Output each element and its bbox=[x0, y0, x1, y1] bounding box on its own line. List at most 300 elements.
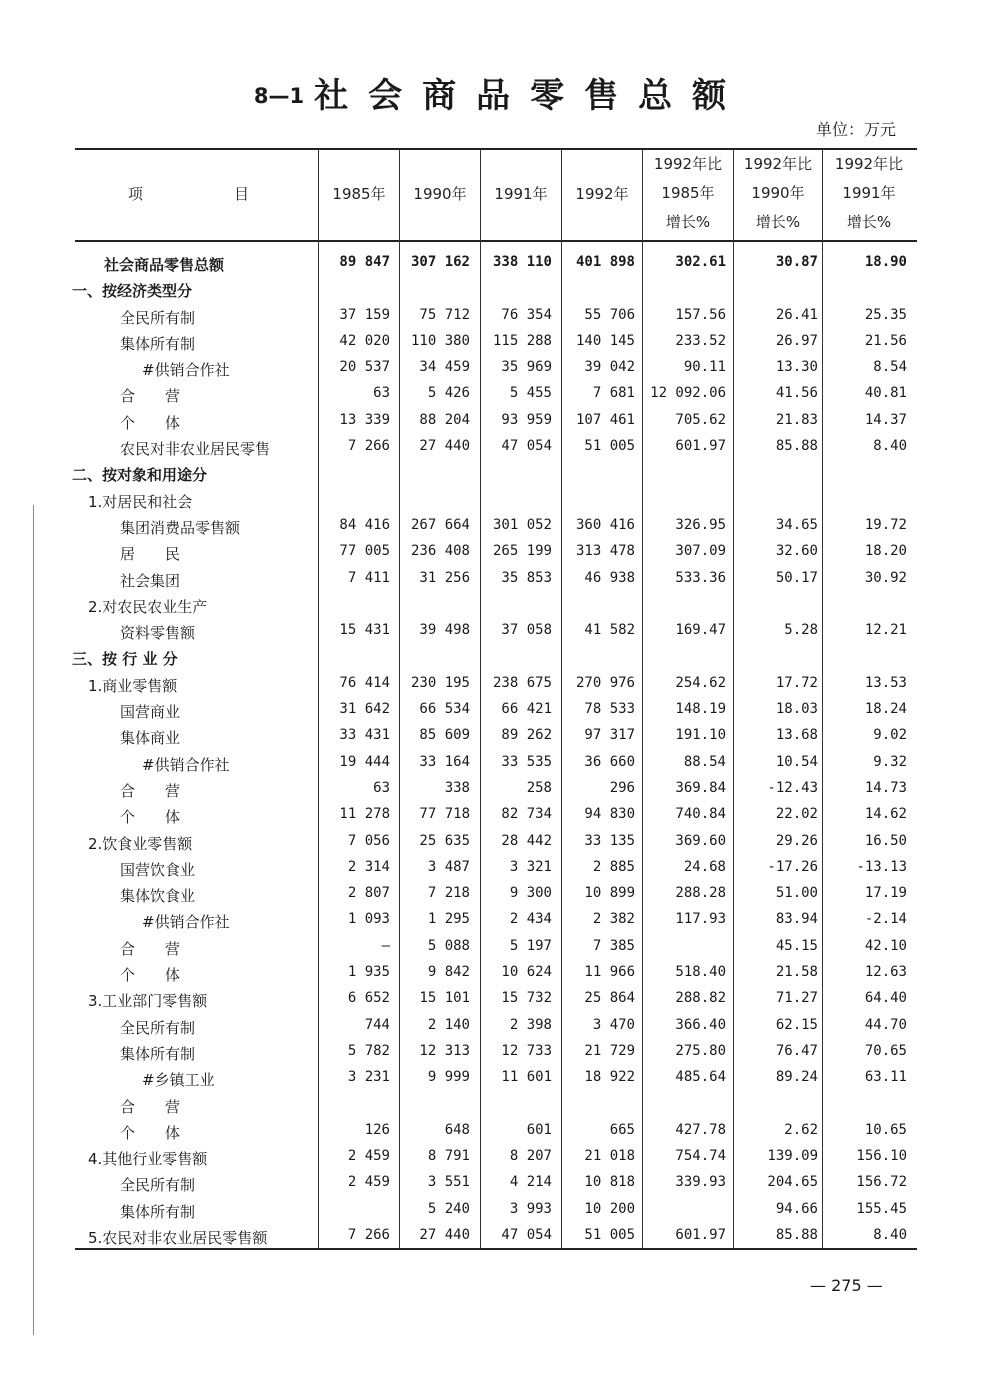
cell-value: 34.65 bbox=[775, 516, 818, 533]
cell-value: 9.02 bbox=[873, 727, 907, 744]
cell-value: 12.21 bbox=[864, 622, 907, 639]
cell-value: 29.26 bbox=[775, 832, 818, 849]
cell-value: 85 609 bbox=[419, 727, 470, 744]
cell-value: 63 bbox=[373, 779, 390, 796]
cell-value: 7 411 bbox=[347, 569, 390, 586]
cell-value: 10 818 bbox=[584, 1174, 635, 1191]
row-label: 集体商业 bbox=[120, 729, 181, 748]
row-label: #供销合作社 bbox=[142, 755, 230, 774]
cell-value: 288.82 bbox=[675, 990, 726, 1007]
cell-value: 740.84 bbox=[675, 806, 726, 823]
table-row bbox=[0, 514, 1000, 540]
row-label: #供销合作社 bbox=[142, 913, 230, 932]
cell-value: 601.97 bbox=[675, 438, 726, 455]
cell-value: 117.93 bbox=[675, 911, 726, 928]
cell-value: 12 092.06 bbox=[650, 385, 726, 402]
row-label: 农民对非农业居民零售 bbox=[120, 440, 271, 459]
cell-value: 93 959 bbox=[501, 411, 552, 428]
cell-value: 35 969 bbox=[501, 359, 552, 376]
cell-value: 31 642 bbox=[339, 701, 390, 718]
cell-value: 7 266 bbox=[347, 438, 390, 455]
cell-value: 78 533 bbox=[584, 701, 635, 718]
row-label: 集团消费品零售额 bbox=[120, 518, 241, 537]
table-row bbox=[0, 567, 1000, 593]
cell-value: 19 444 bbox=[339, 753, 390, 770]
cell-value: 34 459 bbox=[419, 359, 470, 376]
cell-value: 270 976 bbox=[575, 674, 635, 691]
row-label: 个 体 bbox=[120, 808, 181, 827]
row-label: 合 营 bbox=[120, 939, 181, 958]
cell-value: 7 056 bbox=[347, 832, 390, 849]
table-row bbox=[0, 540, 1000, 566]
cell-value: -17.26 bbox=[767, 858, 818, 875]
cell-value: 1 295 bbox=[427, 911, 470, 928]
cell-value: 36 660 bbox=[584, 753, 635, 770]
cell-value: 19.72 bbox=[864, 516, 907, 533]
cell-value: 22.02 bbox=[775, 806, 818, 823]
cell-value: 8.54 bbox=[873, 359, 907, 376]
cell-value: 18.03 bbox=[775, 701, 818, 718]
cell-value: 107 461 bbox=[575, 411, 635, 428]
cell-value: 485.64 bbox=[675, 1069, 726, 1086]
cell-value: 10.65 bbox=[864, 1121, 907, 1138]
cell-value: 10 899 bbox=[584, 885, 635, 902]
cell-value: 338 110 bbox=[492, 254, 552, 270]
cell-value: 5 197 bbox=[509, 937, 552, 954]
cell-value: 369.60 bbox=[675, 832, 726, 849]
cell-value: 2 885 bbox=[592, 858, 635, 875]
cell-value: 77 718 bbox=[419, 806, 470, 823]
cell-value: 18 922 bbox=[584, 1069, 635, 1086]
cell-value: 33 431 bbox=[339, 727, 390, 744]
cell-value: 705.62 bbox=[675, 411, 726, 428]
cell-value: 39 042 bbox=[584, 359, 635, 376]
table-row bbox=[0, 593, 1000, 619]
cell-value: 94 830 bbox=[584, 806, 635, 823]
cell-value: 12.63 bbox=[864, 964, 907, 981]
row-label: 3.工业部门零售额 bbox=[88, 992, 208, 1011]
cell-value: 3 231 bbox=[347, 1069, 390, 1086]
cell-value: 601.97 bbox=[675, 1226, 726, 1243]
cell-value: 8 207 bbox=[509, 1148, 552, 1165]
cell-value: 3 470 bbox=[592, 1016, 635, 1033]
cell-value: 17.72 bbox=[775, 674, 818, 691]
cell-value: 21.58 bbox=[775, 964, 818, 981]
row-label: 集体所有制 bbox=[120, 1044, 196, 1063]
row-label: 集体所有制 bbox=[120, 1202, 196, 1221]
unit-label: 单位：万元 bbox=[815, 120, 896, 139]
cell-value: 51 005 bbox=[584, 1226, 635, 1243]
cell-value: 11 278 bbox=[339, 806, 390, 823]
row-label: 合 营 bbox=[120, 1097, 181, 1116]
cell-value: 35 853 bbox=[501, 569, 552, 586]
cell-value: 7 681 bbox=[592, 385, 635, 402]
cell-value: 37 058 bbox=[501, 622, 552, 639]
cell-value: 744 bbox=[364, 1016, 390, 1033]
cell-value: 85.88 bbox=[775, 1226, 818, 1243]
cell-value: 8 791 bbox=[427, 1148, 470, 1165]
row-label: 1.对居民和社会 bbox=[88, 492, 193, 511]
cell-value: 6 652 bbox=[347, 990, 390, 1007]
cell-value: 14.62 bbox=[864, 806, 907, 823]
cell-value: 601 bbox=[526, 1121, 552, 1138]
cell-value: 63.11 bbox=[864, 1069, 907, 1086]
cell-value: 191.10 bbox=[675, 727, 726, 744]
row-label: 2.对农民农业生产 bbox=[88, 597, 208, 616]
row-label: 合 营 bbox=[120, 781, 181, 800]
cell-value: 115 288 bbox=[492, 332, 552, 349]
table-row bbox=[0, 1171, 1000, 1197]
table-row bbox=[0, 645, 1000, 671]
cell-value: — bbox=[381, 937, 390, 954]
cell-value: 21.83 bbox=[775, 411, 818, 428]
cell-value: 313 478 bbox=[575, 543, 635, 560]
cell-value: 169.47 bbox=[675, 622, 726, 639]
header-item-right: 目 bbox=[234, 185, 250, 203]
table-row bbox=[0, 672, 1000, 698]
table-row bbox=[0, 277, 1000, 303]
row-label: 2.饮食业零售额 bbox=[88, 834, 193, 853]
cell-value: 15 732 bbox=[501, 990, 552, 1007]
cell-value: 26.41 bbox=[775, 306, 818, 323]
cell-value: 63 bbox=[373, 385, 390, 402]
cell-value: 50.17 bbox=[775, 569, 818, 586]
cell-value: 42 020 bbox=[339, 332, 390, 349]
cell-value: 39 498 bbox=[419, 622, 470, 639]
cell-value: 3 487 bbox=[427, 858, 470, 875]
cell-value: 13 339 bbox=[339, 411, 390, 428]
table-row bbox=[0, 777, 1000, 803]
cell-value: 76 354 bbox=[501, 306, 552, 323]
cell-value: 12 313 bbox=[419, 1042, 470, 1059]
cell-value: 33 535 bbox=[501, 753, 552, 770]
row-label: 全民所有制 bbox=[120, 308, 196, 327]
cell-value: 3 551 bbox=[427, 1174, 470, 1191]
cell-value: 11 966 bbox=[584, 964, 635, 981]
cell-value: 75 712 bbox=[419, 306, 470, 323]
cell-value: 7 266 bbox=[347, 1226, 390, 1243]
row-label: 一、按经济类型分 bbox=[72, 282, 193, 301]
cell-value: 31 256 bbox=[419, 569, 470, 586]
table-row bbox=[0, 882, 1000, 908]
row-label: 社会商品零售总额 bbox=[104, 256, 225, 274]
page-number: — 275 — bbox=[810, 1276, 883, 1295]
cell-value: 2 459 bbox=[347, 1174, 390, 1191]
cell-value: 5 426 bbox=[427, 385, 470, 402]
cell-value: 156.72 bbox=[856, 1174, 907, 1191]
cell-value: 11 601 bbox=[501, 1069, 552, 1086]
cell-value: 13.30 bbox=[775, 359, 818, 376]
cell-value: -13.13 bbox=[856, 858, 907, 875]
header-1985: 1985年 bbox=[332, 185, 386, 203]
row-label: 居 民 bbox=[120, 545, 181, 564]
row-label: #供销合作社 bbox=[142, 361, 230, 380]
cell-value: 97 317 bbox=[584, 727, 635, 744]
cell-value: 427.78 bbox=[675, 1121, 726, 1138]
cell-value: 89 847 bbox=[339, 254, 390, 270]
cell-value: 12 733 bbox=[501, 1042, 552, 1059]
cell-value: 9 999 bbox=[427, 1069, 470, 1086]
cell-value: 648 bbox=[444, 1121, 470, 1138]
cell-value: 238 675 bbox=[492, 674, 552, 691]
table-row bbox=[0, 1145, 1000, 1171]
table-row bbox=[0, 908, 1000, 934]
table-row bbox=[0, 698, 1000, 724]
row-label: 资料零售额 bbox=[120, 624, 196, 643]
header-1991: 1991年 bbox=[494, 185, 548, 203]
cell-value: 338 bbox=[444, 779, 470, 796]
cell-value: 369.84 bbox=[675, 779, 726, 796]
page-title bbox=[0, 68, 1000, 117]
row-label: #乡镇工业 bbox=[142, 1071, 215, 1090]
cell-value: 15 431 bbox=[339, 622, 390, 639]
table-row bbox=[0, 1014, 1000, 1040]
cell-value: 7 218 bbox=[427, 885, 470, 902]
cell-value: 83.94 bbox=[775, 911, 818, 928]
cell-value: 26.97 bbox=[775, 332, 818, 349]
table-row bbox=[0, 1224, 1000, 1250]
table-row bbox=[0, 435, 1000, 461]
cell-value: 401 898 bbox=[575, 254, 635, 270]
cell-value: 360 416 bbox=[575, 516, 635, 533]
cell-value: 17.19 bbox=[864, 885, 907, 902]
cell-value: 8.40 bbox=[873, 1226, 907, 1243]
cell-value: 13.53 bbox=[864, 674, 907, 691]
cell-value: 254.62 bbox=[675, 674, 726, 691]
table-row bbox=[0, 330, 1000, 356]
table-row bbox=[0, 1040, 1000, 1066]
cell-value: 140 145 bbox=[575, 332, 635, 349]
cell-value: 1 935 bbox=[347, 964, 390, 981]
cell-value: 55 706 bbox=[584, 306, 635, 323]
cell-value: 33 164 bbox=[419, 753, 470, 770]
header-item-left: 项 bbox=[128, 185, 144, 203]
header-growth-1985: 1992年比 1985年 增长% bbox=[653, 155, 723, 231]
cell-value: 7 385 bbox=[592, 937, 635, 954]
cell-value: 27 440 bbox=[419, 1226, 470, 1243]
row-label: 二、按对象和用途分 bbox=[72, 466, 208, 485]
cell-value: 233.52 bbox=[675, 332, 726, 349]
table-row bbox=[0, 304, 1000, 330]
binding-margin-line bbox=[33, 505, 34, 1335]
cell-value: 13.68 bbox=[775, 727, 818, 744]
cell-value: 14.37 bbox=[864, 411, 907, 428]
cell-value: 77 005 bbox=[339, 543, 390, 560]
cell-value: 307.09 bbox=[675, 543, 726, 560]
table-body bbox=[0, 251, 1000, 1250]
cell-value: 5 455 bbox=[509, 385, 552, 402]
cell-value: 301 052 bbox=[492, 516, 552, 533]
table-row bbox=[0, 1119, 1000, 1145]
cell-value: 518.40 bbox=[675, 964, 726, 981]
cell-value: 10 624 bbox=[501, 964, 552, 981]
cell-value: 90.11 bbox=[683, 359, 726, 376]
cell-value: 32.60 bbox=[775, 543, 818, 560]
cell-value: 37 159 bbox=[339, 306, 390, 323]
cell-value: 45.15 bbox=[775, 937, 818, 954]
row-label: 个 体 bbox=[120, 966, 181, 985]
cell-value: 66 534 bbox=[419, 701, 470, 718]
cell-value: 14.73 bbox=[864, 779, 907, 796]
cell-value: 76.47 bbox=[775, 1042, 818, 1059]
row-label: 1.商业零售额 bbox=[88, 676, 178, 695]
cell-value: 265 199 bbox=[492, 543, 552, 560]
table-row bbox=[0, 751, 1000, 777]
cell-value: 326.95 bbox=[675, 516, 726, 533]
cell-value: 9.32 bbox=[873, 753, 907, 770]
header-1992: 1992年 bbox=[575, 185, 629, 203]
row-label: 全民所有制 bbox=[120, 1018, 196, 1037]
row-label: 合 营 bbox=[120, 387, 181, 406]
cell-value: 533.36 bbox=[675, 569, 726, 586]
cell-value: 84 416 bbox=[339, 516, 390, 533]
table-row bbox=[0, 987, 1000, 1013]
cell-value: 275.80 bbox=[675, 1042, 726, 1059]
header-growth-1991: 1992年比 1991年 增长% bbox=[834, 155, 904, 231]
row-label: 5.农民对非农业居民零售额 bbox=[88, 1228, 268, 1247]
table-row bbox=[0, 724, 1000, 750]
cell-value: 82 734 bbox=[501, 806, 552, 823]
cell-value: 2 434 bbox=[509, 911, 552, 928]
cell-value: 71.27 bbox=[775, 990, 818, 1007]
cell-value: -2.14 bbox=[864, 911, 907, 928]
cell-value: 16.50 bbox=[864, 832, 907, 849]
cell-value: 10.54 bbox=[775, 753, 818, 770]
header-growth-1990: 1992年比 1990年 增长% bbox=[743, 155, 813, 231]
cell-value: 157.56 bbox=[675, 306, 726, 323]
cell-value: 70.65 bbox=[864, 1042, 907, 1059]
cell-value: 89 262 bbox=[501, 727, 552, 744]
cell-value: 41.56 bbox=[775, 385, 818, 402]
table-row bbox=[0, 935, 1000, 961]
cell-value: 339.93 bbox=[675, 1174, 726, 1191]
cell-value: 47 054 bbox=[501, 1226, 552, 1243]
row-label: 三、按 行 业 分 bbox=[72, 650, 178, 669]
table-row bbox=[0, 488, 1000, 514]
cell-value: 10 200 bbox=[584, 1200, 635, 1217]
cell-value: 18.20 bbox=[864, 543, 907, 560]
cell-value: 302.61 bbox=[675, 254, 726, 270]
header-1990: 1990年 bbox=[413, 185, 467, 203]
cell-value: 25 635 bbox=[419, 832, 470, 849]
table-row bbox=[0, 830, 1000, 856]
row-label: 社会集团 bbox=[120, 571, 181, 590]
cell-value: 366.40 bbox=[675, 1016, 726, 1033]
cell-value: 4 214 bbox=[509, 1174, 552, 1191]
cell-value: 88 204 bbox=[419, 411, 470, 428]
cell-value: 46 938 bbox=[584, 569, 635, 586]
cell-value: 21 018 bbox=[584, 1148, 635, 1165]
cell-value: 51.00 bbox=[775, 885, 818, 902]
cell-value: 148.19 bbox=[675, 701, 726, 718]
cell-value: 30.87 bbox=[775, 254, 818, 270]
table-title: 社会商品零售总额 bbox=[314, 76, 747, 116]
cell-value: 1 093 bbox=[347, 911, 390, 928]
cell-value: 47 054 bbox=[501, 438, 552, 455]
cell-value: 156.10 bbox=[856, 1148, 907, 1165]
cell-value: 307 162 bbox=[410, 254, 470, 270]
row-label: 个 体 bbox=[120, 413, 181, 432]
row-label: 国营饮食业 bbox=[120, 860, 196, 879]
cell-value: 66 421 bbox=[501, 701, 552, 718]
cell-value: 40.81 bbox=[864, 385, 907, 402]
row-label: 国营商业 bbox=[120, 703, 181, 722]
table-row bbox=[0, 856, 1000, 882]
cell-value: 15 101 bbox=[419, 990, 470, 1007]
cell-value: 25 864 bbox=[584, 990, 635, 1007]
table-row bbox=[0, 409, 1000, 435]
table-row bbox=[0, 382, 1000, 408]
table-row bbox=[0, 461, 1000, 487]
cell-value: 230 195 bbox=[410, 674, 470, 691]
table-row bbox=[0, 1066, 1000, 1092]
cell-value: 2 314 bbox=[347, 858, 390, 875]
table-row bbox=[0, 251, 1000, 277]
cell-value: 20 537 bbox=[339, 359, 390, 376]
cell-value: 9 842 bbox=[427, 964, 470, 981]
cell-value: 2 140 bbox=[427, 1016, 470, 1033]
cell-value: 3 993 bbox=[509, 1200, 552, 1217]
cell-value: 62.15 bbox=[775, 1016, 818, 1033]
cell-value: 204.65 bbox=[767, 1174, 818, 1191]
cell-value: 44.70 bbox=[864, 1016, 907, 1033]
cell-value: 27 440 bbox=[419, 438, 470, 455]
cell-value: 258 bbox=[526, 779, 552, 796]
row-label: 个 体 bbox=[120, 1123, 181, 1142]
cell-value: 139.09 bbox=[767, 1148, 818, 1165]
cell-value: 236 408 bbox=[410, 543, 470, 560]
cell-value: 94.66 bbox=[775, 1200, 818, 1217]
cell-value: 30.92 bbox=[864, 569, 907, 586]
cell-value: 89.24 bbox=[775, 1069, 818, 1086]
cell-value: 2 382 bbox=[592, 911, 635, 928]
header-rule bbox=[75, 240, 917, 242]
cell-value: 2 398 bbox=[509, 1016, 552, 1033]
row-label: 4.其他行业零售额 bbox=[88, 1150, 208, 1169]
table-row bbox=[0, 356, 1000, 382]
cell-value: 288.28 bbox=[675, 885, 726, 902]
cell-value: 41 582 bbox=[584, 622, 635, 639]
cell-value: 2.62 bbox=[784, 1121, 818, 1138]
cell-value: 28 442 bbox=[501, 832, 552, 849]
cell-value: 51 005 bbox=[584, 438, 635, 455]
table-row bbox=[0, 803, 1000, 829]
cell-value: 64.40 bbox=[864, 990, 907, 1007]
cell-value: -12.43 bbox=[767, 779, 818, 796]
cell-value: 5.28 bbox=[784, 622, 818, 639]
table-row bbox=[0, 1198, 1000, 1224]
cell-value: 5 782 bbox=[347, 1042, 390, 1059]
cell-value: 2 807 bbox=[347, 885, 390, 902]
cell-value: 33 135 bbox=[584, 832, 635, 849]
cell-value: 2 459 bbox=[347, 1148, 390, 1165]
cell-value: 25.35 bbox=[864, 306, 907, 323]
cell-value: 5 240 bbox=[427, 1200, 470, 1217]
cell-value: 8.40 bbox=[873, 438, 907, 455]
cell-value: 21 729 bbox=[584, 1042, 635, 1059]
row-label: 集体所有制 bbox=[120, 334, 196, 353]
cell-value: 155.45 bbox=[856, 1200, 907, 1217]
cell-value: 296 bbox=[609, 779, 635, 796]
cell-value: 21.56 bbox=[864, 332, 907, 349]
cell-value: 5 088 bbox=[427, 937, 470, 954]
row-label: 集体饮食业 bbox=[120, 887, 196, 906]
cell-value: 267 664 bbox=[410, 516, 470, 533]
cell-value: 42.10 bbox=[864, 937, 907, 954]
cell-value: 9 300 bbox=[509, 885, 552, 902]
cell-value: 18.90 bbox=[864, 254, 907, 270]
cell-value: 18.24 bbox=[864, 701, 907, 718]
